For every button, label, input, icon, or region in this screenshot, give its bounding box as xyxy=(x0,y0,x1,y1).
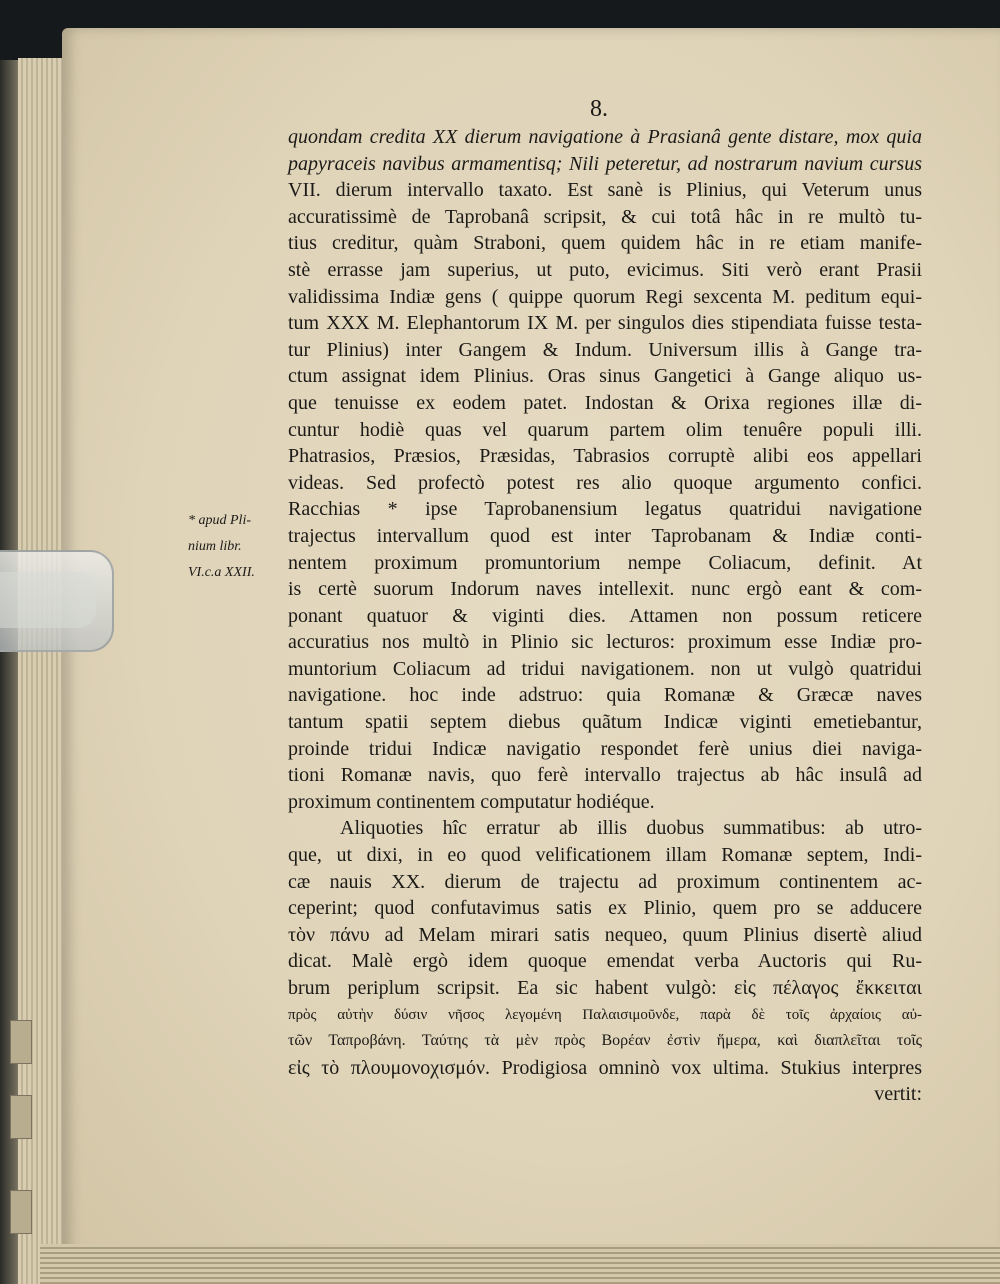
text-line: VII. dierum intervallo taxato. Est sanè is Plinius, qui Veterum unus xyxy=(288,179,922,202)
text-line: tur Plinius) inter Gangem & Indum. Universum illis à Gange tra- xyxy=(288,338,922,361)
text-line: εἰς τὸ πλουμονοχισμόν. Prodigiosa omninò vox ultima. Stukius interpres xyxy=(288,1056,922,1079)
text-line: tius creditur, quàm Straboni, quem quidem hâc in re etiam manife- xyxy=(288,232,922,255)
hinge-icon xyxy=(10,1095,32,1139)
margin-note-line: * apud Pli- xyxy=(188,513,251,528)
margin-note-line: nium libr. xyxy=(188,539,242,554)
text-line: cuntur hodiè quas vel quarum partem olim tenuêre populi illi. xyxy=(288,418,922,441)
hinge-icon xyxy=(10,1190,32,1234)
text-line-greek: πρὸς αὐτὴν δύσιν νῆσος λεγομένη Παλαισιμοῦνδε, παρὰ δὲ τοῖς ἀρχαίοις αὐ- xyxy=(288,1006,922,1023)
text-line: brum periplum scripsit. Ea sic habent vulgò: εἰς πέλαγος ἔκκειται xyxy=(288,977,922,999)
text-line: cæ nauis XX. dierum de trajectu ad proximum continentem ac- xyxy=(288,870,922,893)
text-line: navigatione. hoc inde adstruo: quia Romanæ & Græcæ naves xyxy=(288,684,922,707)
text-line: tioni Romanæ navis, quo ferè intervallo trajectus ab hâc insulâ ad xyxy=(288,764,922,787)
page-clip-inner xyxy=(0,572,96,628)
body-text xyxy=(288,124,922,1108)
text-line: videas. Sed profectò potest res alio quoque argumento confici. xyxy=(288,471,922,494)
text-line: muntorium Coliacum ad tridui navigationem. non ut vulgò quatridui xyxy=(288,657,922,680)
hinge-icon xyxy=(10,1020,32,1064)
text-line: accuratissimè de Taprobanâ scripsit, & cui totâ hâc in re multò tu- xyxy=(288,205,922,228)
text-line: proinde tridui Indicæ navigatio respondet ferè unius diei naviga- xyxy=(288,737,922,760)
text-line: validissima Indiæ gens ( quippe quorum Regi sexcenta M. peditum equi- xyxy=(288,285,922,308)
text-line-greek: τῶν Ταπροβάνη. Ταύτης τὰ μὲν πρὸς Βορέαν ἐστὶν ἥμερα, καὶ διαπλεῖται τοῖς xyxy=(288,1032,922,1050)
text-line: is certè suorum Indorum naves intellexit. nunc ergò eant & com- xyxy=(288,578,922,601)
text-line: ponant quatuor & viginti dies. Attamen non possum reticere xyxy=(288,604,922,627)
text-line: proximum continentem computatur hodiéque. xyxy=(288,790,655,813)
page-stack-bottom xyxy=(40,1244,1000,1284)
page-number: 8. xyxy=(590,96,608,122)
text-line: nentem proximum promuntorium nempe Coliacum, definit. At xyxy=(288,551,922,574)
text-line: papyraceis navibus armamentisq; Nili peteretur, ad nostrarum navium cursus xyxy=(288,152,922,175)
text-line: quondam credita XX dierum navigatione à Prasianâ gente distare, mox quia xyxy=(288,126,922,148)
text-line: que, ut dixi, in eo quod velificationem illam Romanæ septem, Indi- xyxy=(288,844,922,867)
text-line: tantum spatii septem diebus quãtum Indicæ viginti emetiebantur, xyxy=(288,711,922,734)
text-line: tum XXX M. Elephantorum IX M. per singulos dies stipendiata fuisse testa- xyxy=(288,312,922,335)
text-line: ctum assignat idem Plinius. Oras sinus Gangetici à Gange aliquo us- xyxy=(288,365,922,388)
text-line: dicat. Malè ergò idem quoque emendat verba Auctoris qui Ru- xyxy=(288,950,922,973)
text-line: Aliquoties hîc erratur ab illis duobus summatibus: ab utro- xyxy=(340,817,922,840)
text-line: accuratius nos multò in Plinio sic lecturos: proximum esse Indiæ pro- xyxy=(288,631,922,654)
text-line: Phatrasios, Præsios, Præsidas, Tabrasios corruptè alibi eos appellari xyxy=(288,445,922,468)
margin-note-line: VI.c.a XXII. xyxy=(188,565,255,580)
margin-note xyxy=(188,508,288,586)
text-line: que tenuisse ex eodem patet. Indostan & Orixa regiones illæ di- xyxy=(288,391,922,414)
text-line: ceperint; quod confutavimus satis ex Plinio, quem pro se adducere xyxy=(288,897,922,920)
text-line: trajectus intervallum quod est inter Taprobanam & Indiæ conti- xyxy=(288,524,922,547)
text-line: vertit: xyxy=(874,1083,922,1106)
text-line: Racchias * ipse Taprobanensium legatus quatridui navigatione xyxy=(288,498,922,521)
text-line: τὸν πάνυ ad Melam mirari satis nequeo, quum Plinius disertè aliud xyxy=(288,923,922,946)
text-line: stè errasse jam superius, ut puto, evicimus. Siti verò erant Prasii xyxy=(288,258,922,281)
